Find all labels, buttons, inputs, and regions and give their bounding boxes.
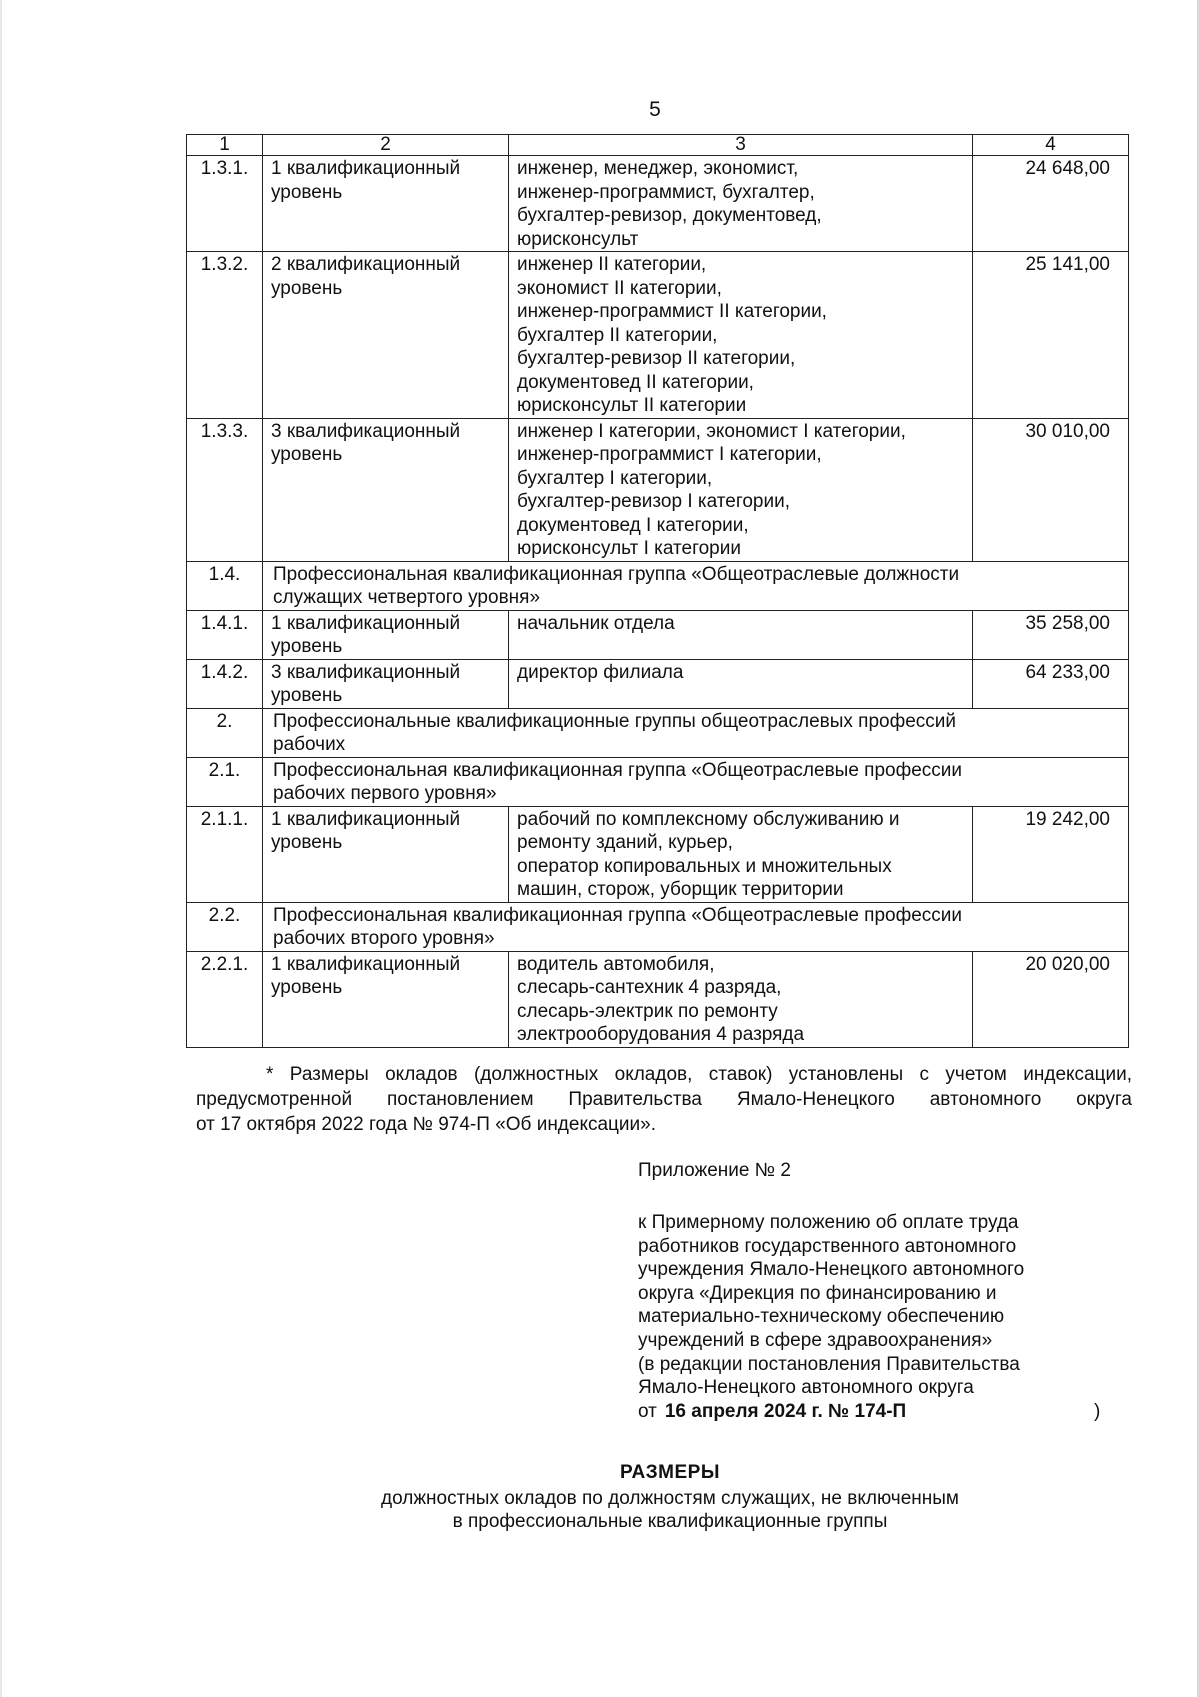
table-row bbox=[187, 610, 1129, 659]
qualification-level-cell bbox=[263, 951, 509, 1047]
appendix-line: Ямало-Ненецкого автономного округа bbox=[638, 1377, 974, 1399]
row-number-cell: 1.4. bbox=[187, 561, 263, 610]
position-line: бухгалтер I категории, bbox=[517, 467, 713, 489]
level-line: уровень bbox=[271, 977, 343, 998]
group-row bbox=[187, 708, 1129, 757]
position-line: ремонту зданий, курьер, bbox=[517, 832, 733, 853]
document-subheading bbox=[0, 1487, 1200, 1533]
position-line: начальник отдела bbox=[517, 612, 675, 634]
group-title-line: рабочих первого уровня» bbox=[273, 783, 497, 804]
row-number-cell: 2.1. bbox=[187, 757, 263, 806]
salary-cell: 24 648,00 bbox=[973, 156, 1129, 252]
qualification-level-cell bbox=[263, 156, 509, 252]
resolution-date: 16 апреля 2024 г. № 174-П bbox=[664, 1400, 907, 1422]
subheading-line: должностных окладов по должностям служащих, не включенным bbox=[381, 1488, 959, 1509]
position-line: слесарь-электрик по ремонту bbox=[517, 1000, 778, 1022]
position-line: юрисконсульт I категории bbox=[517, 538, 741, 559]
group-title-cell bbox=[263, 561, 1129, 610]
group-title-cell bbox=[263, 757, 1129, 806]
salary-cell: 25 141,00 bbox=[973, 252, 1129, 419]
scan-left-edge bbox=[0, 0, 2, 1697]
level-line: 1 квалификационный bbox=[271, 808, 461, 830]
group-title-cell bbox=[263, 902, 1129, 951]
closing-parenthesis: ) bbox=[1094, 1400, 1101, 1422]
row-number-cell: 2.2.1. bbox=[187, 951, 263, 1047]
position-line: документовед I категории, bbox=[517, 514, 749, 536]
group-row bbox=[187, 561, 1129, 610]
header-cell-3: 3 bbox=[509, 135, 973, 156]
position-line: директор филиала bbox=[517, 661, 684, 683]
position-line: бухгалтер-ревизор I категории, bbox=[517, 491, 790, 512]
group-title-line: служащих четвертого уровня» bbox=[273, 587, 541, 608]
group-title-line: Профессиональные квалификационные группы общеотраслевых профессий bbox=[273, 710, 957, 732]
positions-cell bbox=[509, 659, 973, 708]
footnote-text: * Размеры окладов (должностных окладов, ставок) установлены с учетом индексации, предусмотренной постановлением Правительства Ямало-Ненецкого автономного округа bbox=[196, 1064, 1132, 1110]
position-line: оператор копировальных и множительных bbox=[517, 855, 892, 877]
position-line: документовед II категории, bbox=[517, 371, 754, 393]
group-title-line: Профессиональная квалификационная группа «Общеотраслевые профессии bbox=[273, 759, 963, 781]
table-row bbox=[187, 156, 1129, 252]
appendix-line: округа «Дирекция по финансированию и bbox=[638, 1282, 997, 1304]
position-line: инженер I категории, экономист I категории, bbox=[517, 420, 906, 442]
level-line: уровень bbox=[271, 277, 343, 299]
salary-table-body bbox=[187, 135, 1129, 1048]
group-title-line: рабочих bbox=[273, 734, 346, 755]
position-line: инженер-программист, бухгалтер, bbox=[517, 181, 815, 203]
position-line: инженер-программист I категории, bbox=[517, 444, 822, 465]
row-number-cell: 1.3.3. bbox=[187, 418, 263, 561]
appendix-line: работников государственного автономного bbox=[638, 1235, 1017, 1257]
level-line: 2 квалификационный bbox=[271, 254, 461, 275]
group-title-cell bbox=[263, 708, 1129, 757]
level-line: 3 квалификационный bbox=[271, 420, 461, 442]
position-line: инженер II категории, bbox=[517, 254, 707, 275]
salary-table bbox=[186, 134, 1129, 1048]
table-row bbox=[187, 418, 1129, 561]
level-line: 1 квалификационный bbox=[271, 612, 461, 634]
level-line: уровень bbox=[271, 685, 343, 706]
salary-cell: 30 010,00 bbox=[973, 418, 1129, 561]
resolution-date-line bbox=[638, 1400, 1138, 1424]
positions-cell bbox=[509, 806, 973, 902]
position-line: слесарь-сантехник 4 разряда, bbox=[517, 977, 782, 998]
table-row bbox=[187, 252, 1129, 419]
table-row bbox=[187, 951, 1129, 1047]
positions-cell bbox=[509, 156, 973, 252]
level-line: 1 квалификационный bbox=[271, 158, 461, 179]
footnote bbox=[196, 1062, 1132, 1137]
position-line: инженер, менеджер, экономист, bbox=[517, 158, 799, 179]
row-number-cell: 2.1.1. bbox=[187, 806, 263, 902]
group-title-line: Профессиональная квалификационная группа «Общеотраслевые должности bbox=[273, 563, 960, 585]
qualification-level-cell bbox=[263, 418, 509, 561]
level-line: уровень bbox=[271, 181, 343, 203]
qualification-level-cell bbox=[263, 659, 509, 708]
appendix-line: учреждений в сфере здравоохранения» bbox=[638, 1329, 993, 1351]
positions-cell bbox=[509, 252, 973, 419]
appendix-line: к Примерному положению об оплате труда bbox=[638, 1212, 1019, 1233]
table-row bbox=[187, 659, 1129, 708]
position-line: юрисконсульт II категории bbox=[517, 395, 747, 416]
level-line: уровень bbox=[271, 444, 343, 465]
subheading-line: в профессиональные квалификационные группы bbox=[452, 1511, 888, 1532]
position-line: юрисконсульт bbox=[517, 228, 639, 250]
date-prefix: от bbox=[638, 1400, 657, 1422]
level-line: 3 квалификационный bbox=[271, 661, 461, 683]
group-title-line: Профессиональная квалификационная группа «Общеотраслевые профессии bbox=[273, 904, 963, 926]
positions-cell bbox=[509, 951, 973, 1047]
position-line: электрооборудования 4 разряда bbox=[517, 1024, 805, 1045]
footnote-reference: от 17 октября 2022 года № 974-П «Об индексации». bbox=[196, 1114, 657, 1135]
position-line: бухгалтер-ревизор, документовед, bbox=[517, 205, 822, 226]
salary-cell: 35 258,00 bbox=[973, 610, 1129, 659]
page-number: 5 bbox=[649, 98, 661, 121]
position-line: водитель автомобиля, bbox=[517, 953, 715, 975]
position-line: рабочий по комплексному обслуживанию и bbox=[517, 808, 900, 830]
table-header-row bbox=[187, 135, 1129, 156]
salary-cell: 20 020,00 bbox=[973, 951, 1129, 1047]
position-line: бухгалтер-ревизор II категории, bbox=[517, 348, 796, 369]
appendix-line: материально-техническому обеспечению bbox=[638, 1306, 1005, 1328]
positions-cell bbox=[509, 418, 973, 561]
qualification-level-cell bbox=[263, 610, 509, 659]
position-line: бухгалтер II категории, bbox=[517, 324, 718, 346]
group-title-line: рабочих второго уровня» bbox=[273, 928, 495, 949]
appendix-line: (в редакции постановления Правительства bbox=[638, 1353, 1020, 1375]
row-number-cell: 1.3.1. bbox=[187, 156, 263, 252]
level-line: уровень bbox=[271, 636, 343, 657]
header-cell-1: 1 bbox=[187, 135, 263, 156]
appendix-title: Приложение № 2 bbox=[638, 1160, 791, 1181]
position-line: машин, сторож, уборщик территории bbox=[517, 879, 844, 900]
row-number-cell: 1.4.1. bbox=[187, 610, 263, 659]
salary-cell: 19 242,00 bbox=[973, 806, 1129, 902]
table-row bbox=[187, 806, 1129, 902]
row-number-cell: 1.4.2. bbox=[187, 659, 263, 708]
header-cell-2: 2 bbox=[263, 135, 509, 156]
qualification-level-cell bbox=[263, 252, 509, 419]
document-heading: РАЗМЕРЫ bbox=[620, 1462, 720, 1483]
positions-cell bbox=[509, 610, 973, 659]
position-line: инженер-программист II категории, bbox=[517, 301, 827, 322]
level-line: уровень bbox=[271, 832, 343, 853]
row-number-cell: 2. bbox=[187, 708, 263, 757]
row-number-cell: 1.3.2. bbox=[187, 252, 263, 419]
group-row bbox=[187, 902, 1129, 951]
appendix-line: учреждения Ямало-Ненецкого автономного bbox=[638, 1259, 1025, 1281]
row-number-cell: 2.2. bbox=[187, 902, 263, 951]
position-line: экономист II категории, bbox=[517, 277, 722, 299]
appendix-text bbox=[638, 1211, 1138, 1423]
qualification-level-cell bbox=[263, 806, 509, 902]
level-line: 1 квалификационный bbox=[271, 953, 461, 975]
salary-cell: 64 233,00 bbox=[973, 659, 1129, 708]
header-cell-4: 4 bbox=[973, 135, 1129, 156]
group-row bbox=[187, 757, 1129, 806]
